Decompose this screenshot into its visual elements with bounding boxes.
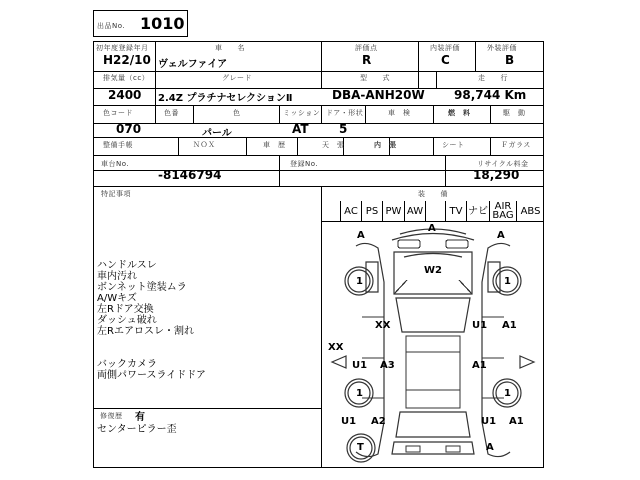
history-label: 車 歴 <box>263 141 286 149</box>
chassis-value: -8146794 <box>158 168 222 182</box>
equipment-ps: PS <box>361 201 382 221</box>
color-no-label: 色番 <box>164 109 179 117</box>
inspection-label: 車 検 <box>388 109 411 117</box>
seat-label: シート <box>442 141 465 149</box>
mileage-label: 走 行 <box>478 74 508 82</box>
grade-label: グレード <box>222 74 252 82</box>
grade-value: 2.4Z プラチナセレクションⅡ <box>158 93 293 104</box>
note-line: 左Rエアロスレ・割れ <box>97 326 194 337</box>
damage-mark: U1 <box>472 320 488 331</box>
equipment-tv: TV <box>445 201 466 221</box>
repair-history-value: 有 <box>135 412 145 423</box>
car-name-label: 車 名 <box>215 44 245 52</box>
equipment-ac: AC <box>340 201 361 221</box>
car-diagram <box>322 222 544 468</box>
damage-mark: T <box>357 442 364 453</box>
transmission-value: AT <box>292 122 309 136</box>
damage-mark: 1 <box>504 388 511 399</box>
damage-mark: A2 <box>371 416 386 427</box>
chassis-label: 車台No. <box>101 160 130 168</box>
damage-mark: XX <box>375 320 391 331</box>
fglass-label: Ｆガラス <box>501 141 531 149</box>
fuel-label: 燃 料 <box>448 109 471 117</box>
exterior-score-value: B <box>505 53 515 67</box>
model-label: 型 式 <box>360 74 390 82</box>
exterior-score-label: 外装評価 <box>487 44 517 52</box>
model-value: DBA-ANH20W <box>332 88 425 102</box>
equipment-label: 装 備 <box>418 190 448 198</box>
damage-mark: A3 <box>380 360 395 371</box>
sunroof-label: 天 張 <box>322 141 345 149</box>
interior-score-label: 内装評価 <box>430 44 460 52</box>
note-line: ボンネット塗装ムラ <box>97 282 187 293</box>
damage-mark: 1 <box>356 388 363 399</box>
score-label: 評価点 <box>355 44 378 52</box>
damage-mark: 1 <box>504 276 511 287</box>
color-value: パール <box>202 128 232 139</box>
drive-label: 駆 動 <box>503 109 526 117</box>
displacement-value: 2400 <box>108 88 142 102</box>
note-line: バックカメラ <box>97 359 157 370</box>
lot-number-label: 出品No. <box>97 22 126 30</box>
interior-label: 内 張 <box>374 141 397 149</box>
color-code-label: 色コード <box>103 109 133 117</box>
damage-mark: A <box>486 442 494 453</box>
note-line: 両側パワースライドドア <box>97 370 206 381</box>
color-code-value: 070 <box>116 122 142 136</box>
note-line: 左Rドア交換 <box>97 304 154 315</box>
damage-mark: U1 <box>352 360 368 371</box>
damage-mark: A1 <box>502 320 517 331</box>
equipment-blank <box>425 201 445 221</box>
notes-label: 特記事項 <box>101 190 131 198</box>
damage-mark: A <box>357 230 365 241</box>
note-line: ダッシュ破れ <box>97 315 157 326</box>
recycle-value: 18,290 <box>473 168 520 182</box>
damage-mark: W2 <box>424 265 442 276</box>
reg-year-label: 初年度登録年月 <box>96 44 149 52</box>
nox-label: ＮＯＸ <box>193 141 216 149</box>
damage-mark: 1 <box>356 276 363 287</box>
note-line: ハンドルスレ <box>97 260 157 271</box>
equipment-airbag-text: AIR BAG <box>492 201 514 221</box>
damage-mark: A1 <box>472 360 487 371</box>
equipment-abs: ABS <box>516 201 544 221</box>
repair-note: センターピラー歪 <box>97 424 177 435</box>
color-label: 色 <box>233 109 241 117</box>
damage-mark: U1 <box>341 416 357 427</box>
displacement-label: 排気量（cc） <box>103 74 150 82</box>
mileage-value: 98,744 Km <box>454 88 527 102</box>
doors-value: 5 <box>339 122 348 136</box>
equipment-navi: ナビ <box>466 201 489 221</box>
score-value: R <box>362 53 372 67</box>
equipment-pw: PW <box>382 201 404 221</box>
equipment-airbag <box>489 201 516 221</box>
damage-mark: A <box>497 230 505 241</box>
equipment-aw: AW <box>404 201 425 221</box>
repair-history-label: 修復歴 <box>100 412 123 420</box>
damage-mark: XX <box>328 342 344 353</box>
interior-score-value: C <box>441 53 450 67</box>
transmission-label: ミッション <box>283 109 321 117</box>
recycle-label: リサイクル料金 <box>477 160 529 168</box>
note-line: 車内汚れ <box>97 271 137 282</box>
car-name-value: ヴェルファイア <box>158 59 228 70</box>
damage-mark: U1 <box>481 416 497 427</box>
manual-label: 整備手帳 <box>103 141 133 149</box>
reg-year-value: H22/10 <box>103 53 151 67</box>
damage-mark: A1 <box>509 416 524 427</box>
damage-mark: A <box>428 223 436 234</box>
reg-no-label: 登録No. <box>290 160 319 168</box>
doors-label: ドア・形状 <box>326 109 364 117</box>
lot-number-value: 1010 <box>140 14 185 33</box>
note-line: A/Wキズ <box>97 293 137 304</box>
